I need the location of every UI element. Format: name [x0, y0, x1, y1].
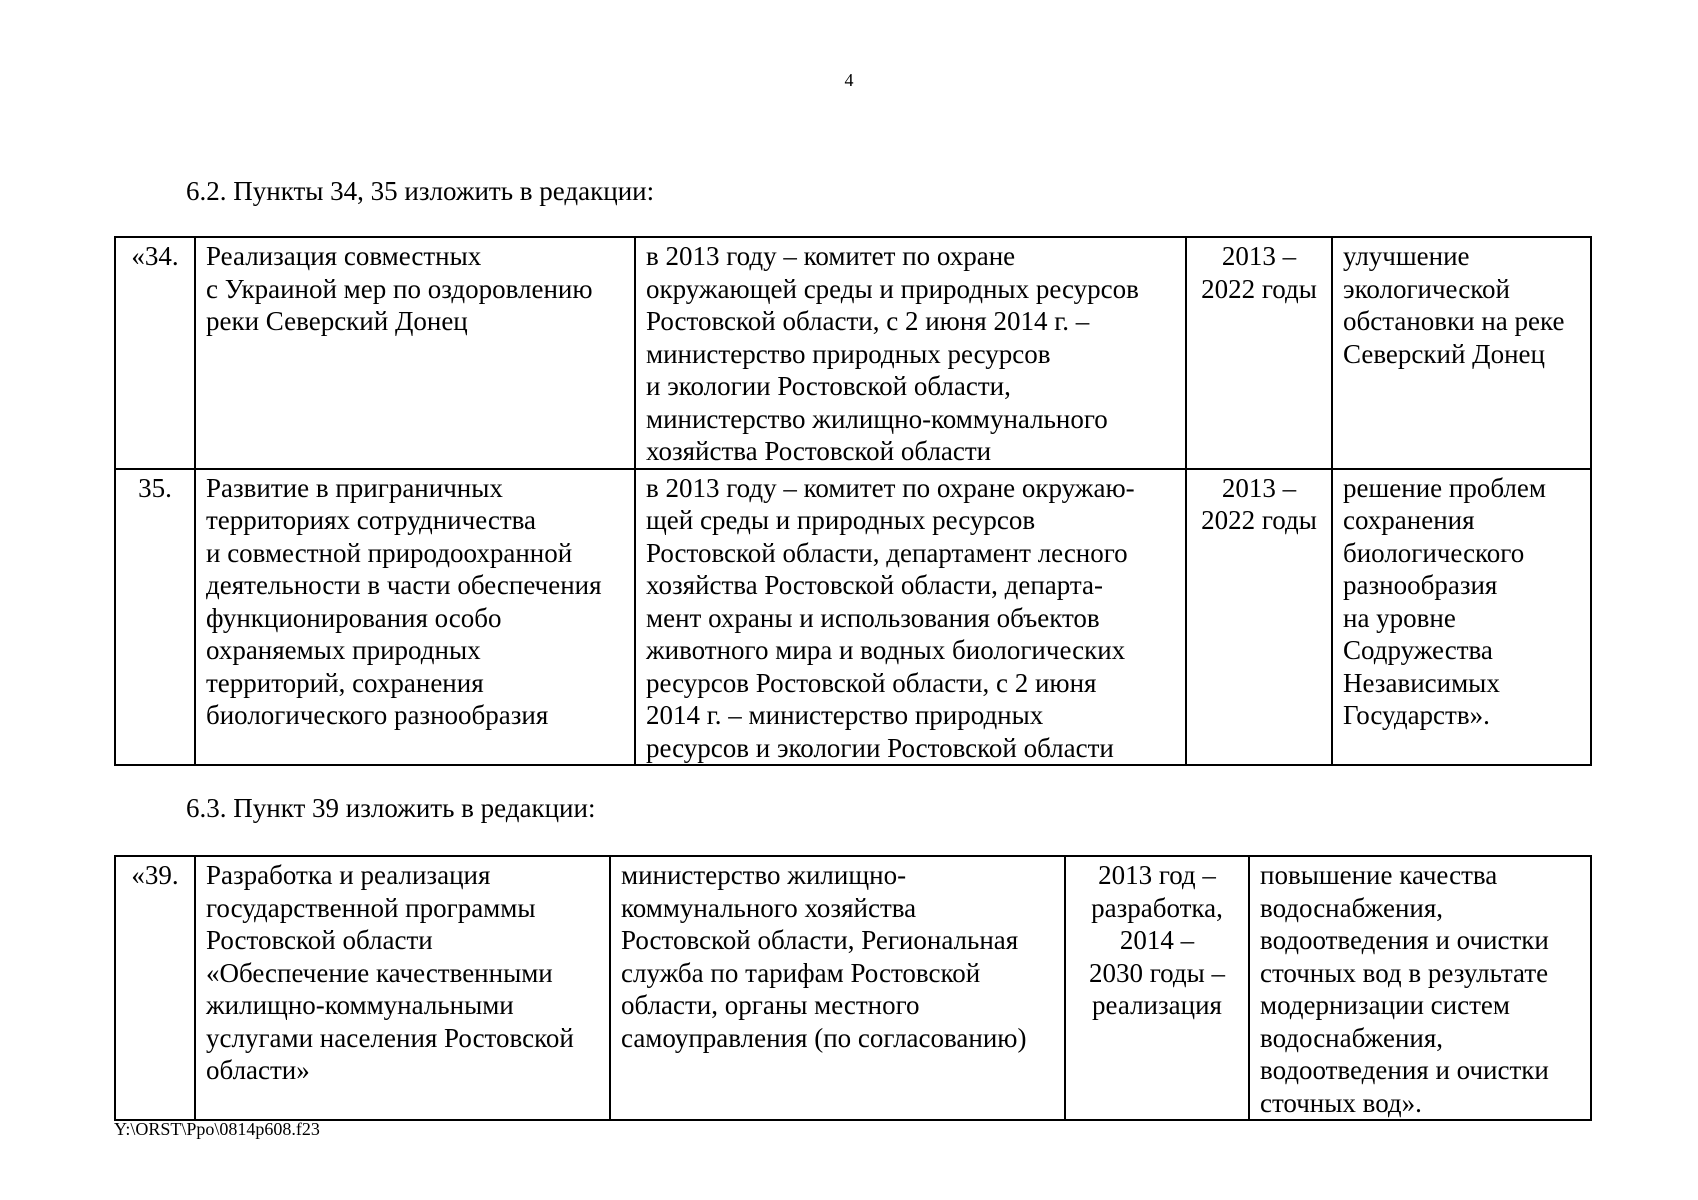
result-line: сточных вод в результате: [1260, 957, 1549, 988]
section-heading-6-2: 6.2. Пункты 34, 35 изложить в редакции:: [186, 176, 655, 206]
executor-line: самоуправления (по согласованию): [621, 1022, 1027, 1053]
executor-line: коммунального хозяйства: [621, 892, 917, 923]
result-cell: [1332, 469, 1591, 766]
table-row-item-39: [115, 856, 1591, 1120]
executor-line: министерство жилищно-: [621, 860, 907, 890]
result-line: водоотведения и очистки: [1260, 1055, 1549, 1085]
measure-line: территориях сотрудничества: [206, 505, 537, 535]
measure-line: области»: [206, 1055, 310, 1085]
item-number: 35.: [138, 472, 172, 503]
measure-line: Разработка и реализация: [206, 860, 491, 890]
period-line: 2030 годы –: [1088, 957, 1225, 988]
executor-line: Ростовской области, с 2 июня 2014 г. –: [646, 306, 1090, 336]
executor-line: хозяйства Ростовской области, департа-: [646, 570, 1104, 600]
executor-line: животного мира и водных биологических: [646, 635, 1126, 665]
period-line: 2013 –: [1221, 472, 1297, 503]
table-row-item-35: [115, 469, 1591, 766]
result-cell: [1332, 237, 1591, 469]
result-line: биологического: [1343, 537, 1525, 568]
result-cell: [1249, 856, 1591, 1120]
executor-line: ресурсов и экологии Ростовской области: [646, 732, 1114, 763]
result-line: Государств».: [1343, 700, 1490, 730]
period-line: 2013 –: [1221, 241, 1297, 271]
executor-line: служба по тарифам Ростовской: [621, 957, 981, 988]
table-row-item-34: [115, 237, 1591, 469]
period-line: реализация: [1092, 990, 1222, 1020]
result-line: на уровне: [1343, 602, 1456, 633]
item-number: «39.: [131, 860, 179, 890]
result-line: водоотведения и очистки: [1260, 925, 1549, 955]
result-line: водоснабжения,: [1260, 1022, 1444, 1053]
measure-line: Ростовской области: [206, 925, 433, 955]
measure-line: реки Северский Донец: [206, 306, 468, 336]
result-line: обстановки на реке: [1343, 306, 1565, 336]
executor-cell: [635, 469, 1186, 766]
period-cell: [1186, 237, 1332, 469]
executor-line: в 2013 году – комитет по охране: [646, 241, 1016, 271]
executor-line: 2014 г. – министерство природных: [646, 700, 1044, 730]
executor-line: в 2013 году – комитет по охране окружаю-: [646, 472, 1135, 503]
result-line: решение проблем: [1343, 472, 1546, 503]
executor-line: окружающей среды и природных ресурсов: [646, 273, 1139, 304]
executor-line: хозяйства Ростовской области: [646, 436, 992, 466]
executor-line: министерство природных ресурсов: [646, 338, 1051, 369]
executor-line: Ростовской области, Региональная: [621, 925, 1019, 955]
result-line: сохранения: [1343, 505, 1475, 535]
executor-line: и экологии Ростовской области,: [646, 371, 1011, 401]
measure-line: территорий, сохранения: [206, 667, 484, 698]
item-number: «34.: [131, 241, 179, 271]
result-line: экологической: [1343, 273, 1510, 304]
measure-cell: [195, 469, 635, 766]
item-number-cell: [115, 856, 195, 1120]
result-line: Независимых: [1343, 667, 1500, 698]
period-line: 2022 годы: [1201, 505, 1317, 535]
executor-line: щей среды и природных ресурсов: [646, 505, 1036, 535]
period-line: разработка,: [1091, 892, 1223, 923]
page-number: 4: [844, 70, 854, 90]
section-heading-6-3: 6.3. Пункт 39 изложить в редакции:: [186, 793, 596, 823]
period-line: 2022 годы: [1201, 273, 1317, 304]
result-line: разнообразия: [1343, 570, 1498, 600]
amendment-table-items-34-35: [114, 236, 1592, 766]
amendment-table-item-39: [114, 855, 1592, 1121]
measure-line: охраняемых природных: [206, 635, 481, 665]
period-line: 2014 –: [1119, 925, 1195, 955]
measure-line: с Украиной мер по оздоровлению: [206, 273, 593, 304]
measure-line: деятельности в части обеспечения: [206, 570, 602, 600]
executor-line: ресурсов Ростовской области, с 2 июня: [646, 667, 1097, 698]
executor-line: министерство жилищно-коммунального: [646, 403, 1108, 434]
measure-line: Реализация совместных: [206, 241, 482, 271]
measure-line: жилищно-коммунальными: [206, 990, 514, 1020]
result-line: водоснабжения,: [1260, 892, 1444, 923]
item-number-cell: [115, 469, 195, 766]
measure-line: Развитие в приграничных: [206, 472, 503, 503]
period-cell: [1186, 469, 1332, 766]
document-file-path: Y:\ORST\Ppo\0814p608.f23: [114, 1119, 320, 1139]
result-line: Содружества: [1343, 635, 1493, 665]
result-line: модернизации систем: [1260, 990, 1510, 1020]
executor-line: мент охраны и использования объектов: [646, 602, 1100, 633]
result-line: сточных вод».: [1260, 1087, 1422, 1118]
measure-line: государственной программы: [206, 892, 536, 923]
result-line: Северский Донец: [1343, 338, 1545, 369]
executor-cell: [610, 856, 1065, 1120]
executor-line: области, органы местного: [621, 990, 920, 1020]
period-cell: [1065, 856, 1249, 1120]
measure-line: «Обеспечение качественными: [206, 957, 553, 988]
executor-line: Ростовской области, департамент лесного: [646, 537, 1128, 568]
measure-line: и совместной природоохранной: [206, 537, 573, 568]
measure-cell: [195, 237, 635, 469]
period-line: 2013 год –: [1098, 860, 1216, 890]
measure-line: услугами населения Ростовской: [206, 1022, 574, 1053]
result-line: улучшение: [1343, 241, 1470, 271]
measure-line: биологического разнообразия: [206, 700, 549, 730]
result-line: повышение качества: [1260, 860, 1498, 890]
item-number-cell: [115, 237, 195, 469]
measure-line: функционирования особо: [206, 602, 502, 633]
measure-cell: [195, 856, 610, 1120]
executor-cell: [635, 237, 1186, 469]
